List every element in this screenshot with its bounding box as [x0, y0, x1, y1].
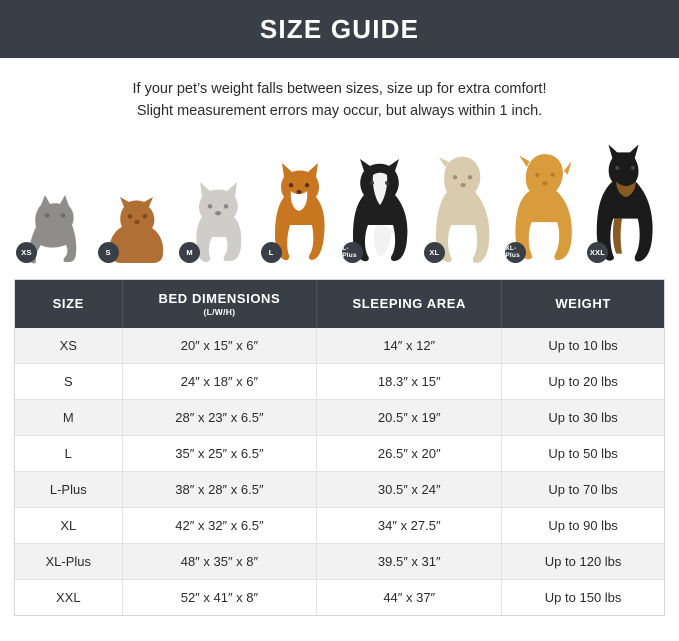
page-header: [0, 0, 679, 58]
cell-bed-dimensions: 28″ x 23″ x 6.5″: [122, 399, 317, 435]
cell-bed-dimensions: 24″ x 18″ x 6″: [122, 363, 317, 399]
column-header-sleeping-area-label: SLEEPING AREA: [352, 296, 466, 312]
column-header-bed-dimensions-sub: (L/W/H): [203, 306, 236, 317]
column-header-sleeping-area: [317, 280, 502, 328]
cell-sleeping-area: 26.5″ x 20″: [317, 435, 502, 471]
badge-m: M: [179, 242, 200, 263]
table-row: [15, 543, 664, 579]
cell-size: L: [15, 435, 122, 471]
table-header-row: [15, 280, 664, 328]
animal-l-plus: [342, 135, 418, 265]
size-table: [15, 280, 664, 615]
table-body: [15, 328, 664, 615]
cell-sleeping-area: 20.5″ x 19″: [317, 399, 502, 435]
cell-sleeping-area: 30.5″ x 24″: [317, 471, 502, 507]
animal-size-row: [16, 135, 663, 265]
column-header-size: [15, 280, 122, 328]
cell-size: XL-Plus: [15, 543, 122, 579]
cell-size: M: [15, 399, 122, 435]
subtitle-text: [18, 78, 661, 123]
cell-weight: Up to 10 lbs: [502, 328, 664, 364]
subtitle-line-2: Slight measurement errors may occur, but always within 1 inch.: [136, 103, 543, 120]
table-row: [15, 328, 664, 364]
badge-xl: XL: [424, 242, 445, 263]
cell-bed-dimensions: 20″ x 15″ x 6″: [122, 328, 317, 364]
cell-sleeping-area: 14″ x 12″: [317, 328, 502, 364]
cell-size: XXL: [15, 579, 122, 615]
page-title: SIZE GUIDE: [259, 13, 420, 44]
animal-xl-plus: [505, 135, 581, 265]
column-header-size-label: SIZE: [52, 296, 84, 312]
cell-bed-dimensions: 42″ x 32″ x 6.5″: [122, 507, 317, 543]
column-header-bed-dimensions: [122, 280, 317, 328]
animal-xl: [424, 135, 500, 265]
cell-weight: Up to 70 lbs: [502, 471, 664, 507]
table-row: [15, 579, 664, 615]
cell-weight: Up to 50 lbs: [502, 435, 664, 471]
size-table-container: [14, 279, 665, 616]
badge-xl-plus: XL-Plus: [505, 242, 526, 263]
cell-bed-dimensions: 48″ x 35″ x 8″: [122, 543, 317, 579]
cell-weight: Up to 20 lbs: [502, 363, 664, 399]
cell-bed-dimensions: 52″ x 41″ x 8″: [122, 579, 317, 615]
badge-l: L: [261, 242, 282, 263]
column-header-bed-dimensions-label: BED DIMENSIONS: [158, 290, 281, 306]
cell-weight: Up to 120 lbs: [502, 543, 664, 579]
table-row: [15, 507, 664, 543]
animal-m: [179, 135, 255, 265]
badge-xxl: XXL: [587, 242, 608, 263]
table-row: [15, 363, 664, 399]
table-row: [15, 471, 664, 507]
badge-s: S: [98, 242, 119, 263]
cell-size: XS: [15, 328, 122, 364]
cell-size: XL: [15, 507, 122, 543]
animal-l: [261, 135, 337, 265]
cell-size: S: [15, 363, 122, 399]
table-row: [15, 435, 664, 471]
badge-l-plus: L-Plus: [342, 242, 363, 263]
subtitle-line-1: If your pet’s weight falls between sizes, size up for extra comfort!: [132, 81, 547, 97]
column-header-weight: [502, 280, 664, 328]
cell-bed-dimensions: 38″ x 28″ x 6.5″: [122, 471, 317, 507]
animal-xs: [16, 135, 92, 265]
animal-s: [98, 135, 174, 265]
cell-weight: Up to 150 lbs: [502, 579, 664, 615]
cell-weight: Up to 90 lbs: [502, 507, 664, 543]
column-header-weight-label: WEIGHT: [555, 296, 611, 312]
cell-sleeping-area: 44″ x 37″: [317, 579, 502, 615]
animal-xxl: [587, 135, 663, 265]
badge-xs: XS: [16, 242, 37, 263]
cell-size: L-Plus: [15, 471, 122, 507]
cell-sleeping-area: 18.3″ x 15″: [317, 363, 502, 399]
cell-weight: Up to 30 lbs: [502, 399, 664, 435]
table-row: [15, 399, 664, 435]
cell-sleeping-area: 34″ x 27.5″: [317, 507, 502, 543]
cell-bed-dimensions: 35″ x 25″ x 6.5″: [122, 435, 317, 471]
cell-sleeping-area: 39.5″ x 31″: [317, 543, 502, 579]
